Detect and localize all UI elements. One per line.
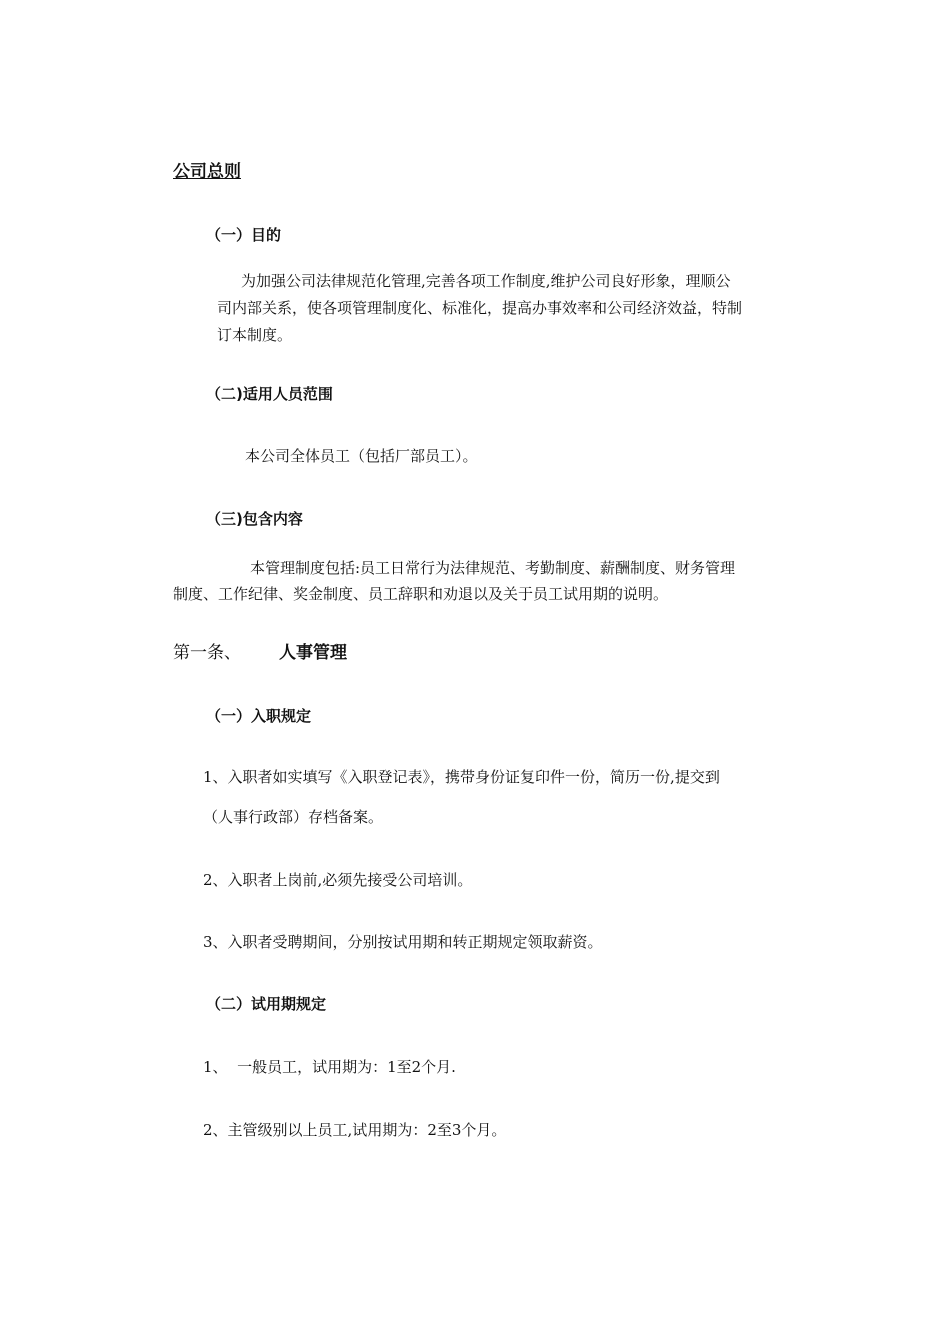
- purpose-heading: （一）目的: [206, 226, 282, 244]
- probation-item-1: 1、 一般员工，试用期为：1至2个月.: [203, 1058, 456, 1076]
- onboarding-item-1: 1、入职者如实填写《入职登记表》，携带身份证复印件一份，简历一份,提交到: [203, 768, 720, 786]
- article-title: 人事管理: [279, 643, 347, 663]
- content-heading: （三)包含内容: [206, 510, 303, 528]
- content-line-2: 制度、工作纪律、奖金制度、员工辞职和劝退以及关于员工试用期的说明。: [173, 585, 669, 603]
- purpose-line-3: 订本制度。: [217, 326, 293, 344]
- content-line-1: 本管理制度包括:员工日常行为法律规范、考勤制度、薪酬制度、财务管理: [250, 559, 736, 577]
- article-number: 第一条、: [173, 643, 241, 663]
- onboarding-heading: （一）入职规定: [206, 707, 312, 725]
- scope-heading: （二)适用人员范围: [206, 385, 333, 403]
- onboarding-item-3: 3、入职者受聘期间，分别按试用期和转正期规定领取薪资。: [203, 933, 603, 951]
- purpose-line-2: 司内部关系，使各项管理制度化、标准化，提高办事效率和公司经济效益，特制: [217, 299, 743, 317]
- document-title: 公司总则: [173, 162, 241, 182]
- onboarding-item-2: 2、入职者上岗前,必须先接受公司培训。: [203, 871, 473, 889]
- onboarding-item-1-cont: （人事行政部）存档备案。: [203, 808, 384, 826]
- probation-heading: （二）试用期规定: [206, 995, 327, 1013]
- probation-item-2: 2、主管级别以上员工,试用期为：2至3个月。: [203, 1121, 507, 1139]
- purpose-line-1: 为加强公司法律规范化管理,完善各项工作制度,维护公司良好形象，理顺公: [241, 272, 731, 290]
- scope-text: 本公司全体员工（包括厂部员工）。: [245, 447, 478, 465]
